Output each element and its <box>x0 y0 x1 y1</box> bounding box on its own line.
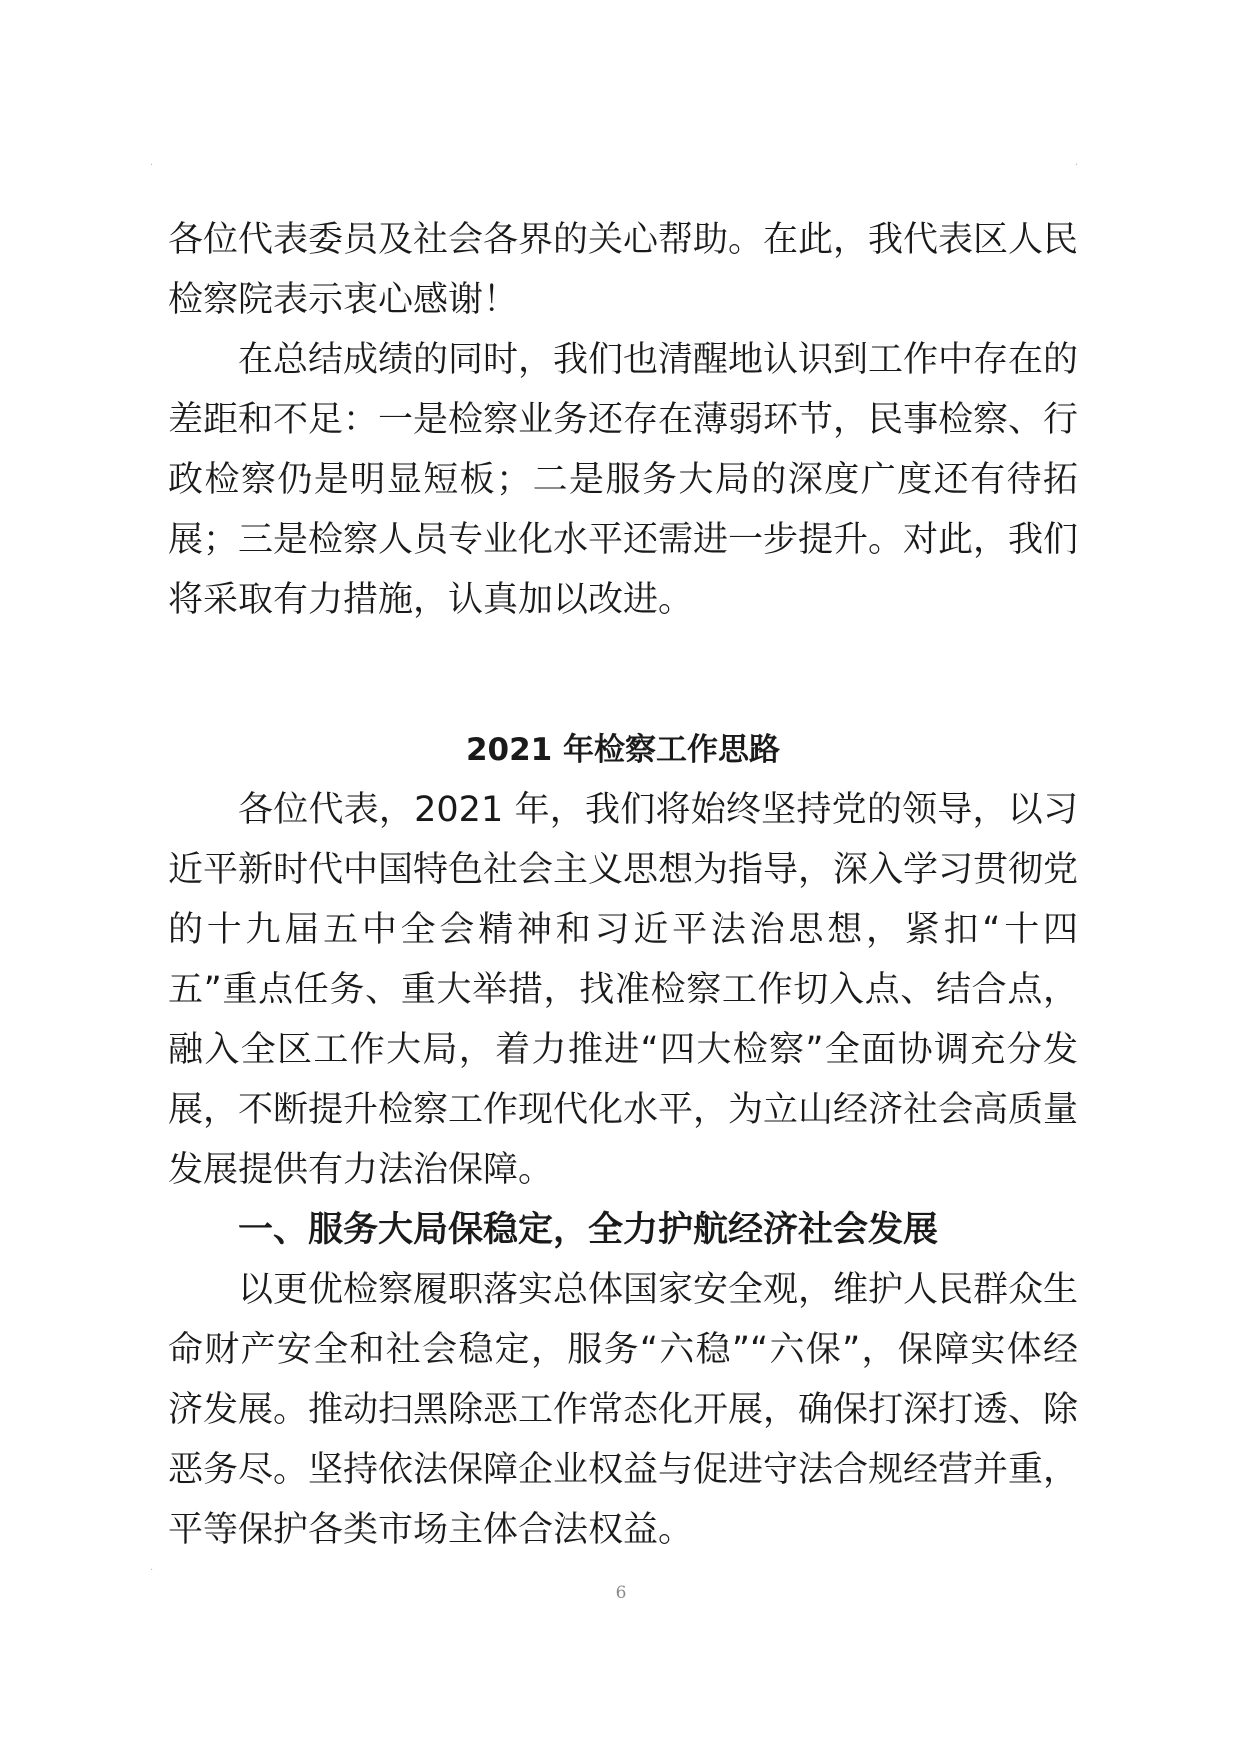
section-spacer <box>168 630 1078 720</box>
paragraph-shortcomings: 在总结成绩的同时，我们也清醒地认识到工作中存在的差距和不足：一是检察业务还存在薄弱环节，民事检察、行政检察仍是明显短板；二是服务大局的深度广度还有待拓展；三是检察人员专业化水平还需进一步提升。对此，我们将采取有力措施，认真加以改进。 <box>168 340 1079 620</box>
heading-1: 一、服务大局保稳定，全力护航经济社会发展 <box>238 1210 939 1250</box>
paragraph-continuation: 各位代表委员及社会各界的关心帮助。在此，我代表区人民检察院表示衷心感谢！ <box>168 220 1079 320</box>
scan-mark-right-top: · <box>1075 160 1079 171</box>
section-title: 2021 年检察工作思路 <box>465 732 781 768</box>
paragraph-intro: 各位代表，2021 年，我们将始终坚持党的领导，以习近平新时代中国特色社会主义思想为指导，深入学习贯彻党的十九届五中全会精神和习近平法治思想，紧扣“十四五”重点任务、重大举措，找准检察工作切入点、结合点，融入全区工作大局，着力推进“四大检察”全面协调充分发展，不断提升检察工作现代化水平，为立山经济社会高质量发展提供有力法治保障。 <box>168 790 1079 1190</box>
scan-mark-left-top: · <box>150 160 154 171</box>
page-number: 6 <box>615 1583 627 1603</box>
document-body <box>168 210 1078 1560</box>
paragraph-body-1: 以更优检察履职落实总体国家安全观，维护人民群众生命财产安全和社会稳定，服务“六稳”“六保”，保障实体经济发展。推动扫黑除恶工作常态化开展，确保打深打透、除恶务尽。坚持依法保障企业权益与促进守法合规经营并重，平等保护各类市场主体合法权益。 <box>168 1270 1079 1550</box>
scan-mark-left-bottom: · <box>150 1565 154 1576</box>
